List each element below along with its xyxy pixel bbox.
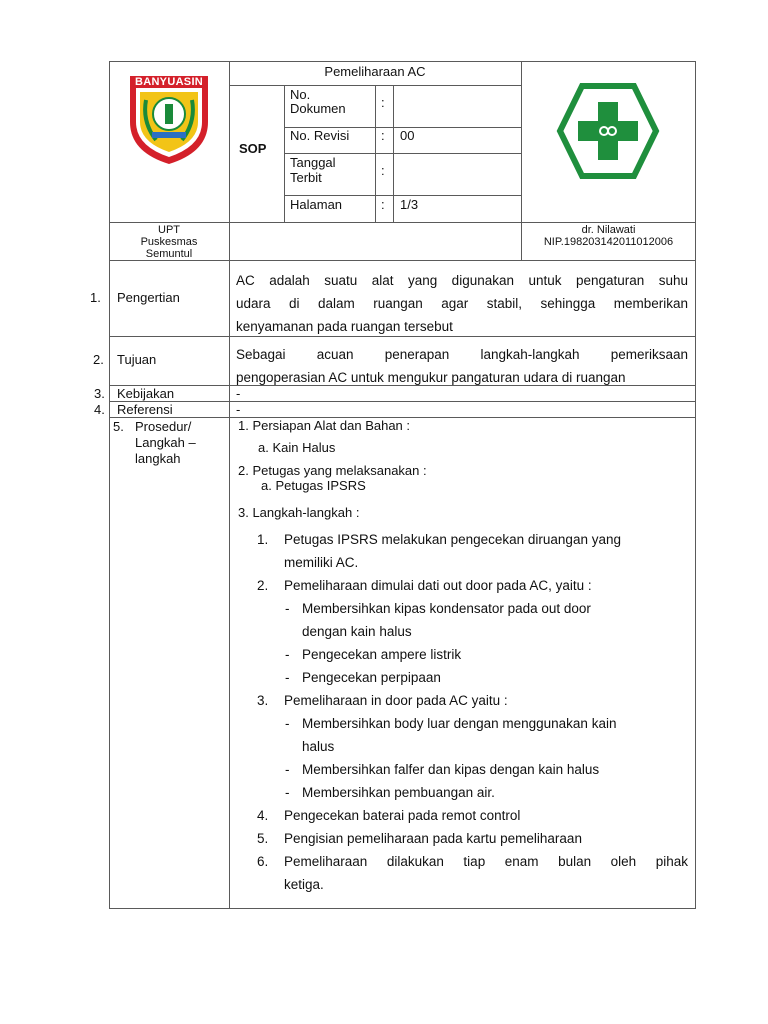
section-label-kebijakan: Kebijakan (117, 386, 175, 401)
step-text: memiliki AC. (284, 555, 359, 570)
pengertian-line-2: udara di dalam ruangan agar stabil, sehingga memberikan (236, 296, 688, 311)
step-text: Membersihkan kipas kondensator pada out door (302, 601, 591, 616)
step-bullet: - (285, 601, 290, 616)
field-no-revisi-colon: : (381, 128, 385, 143)
field-no-dokumen-label-2: Dokumen (290, 101, 346, 116)
frame-right (695, 61, 696, 909)
step-text: Pengisian pemeliharaan pada kartu pemeliharaan (284, 831, 582, 846)
section-label-referensi: Referensi (117, 402, 173, 417)
org-row-bottom (109, 260, 696, 261)
field-tanggal-label-2: Terbit (290, 170, 322, 185)
tujuan-line-2: pengoperasian AC untuk mengukur pangaturan udara di ruangan (236, 370, 626, 385)
label-column-divider (229, 61, 230, 909)
signatory-name: dr. Nilawati (581, 224, 636, 236)
field-tanggal-colon: : (381, 163, 385, 178)
row-divider-3 (284, 195, 521, 196)
kebijakan-bottom (109, 401, 696, 402)
step-bullet: - (285, 716, 290, 731)
step-number: 5. (257, 831, 269, 846)
step-text: Pemeliharaan dilakukan tiap enam bulan oleh pihak (284, 854, 688, 869)
step-text: Membersihkan falfer dan kipas dengan kain halus (302, 762, 600, 777)
petugas-item: a. Petugas IPSRS (261, 478, 366, 493)
persiapan-heading: 1. Persiapan Alat dan Bahan : (238, 418, 411, 433)
section-number: 3. (94, 386, 105, 401)
header-bottom-divider (109, 222, 696, 223)
banyuasin-logo (122, 70, 216, 166)
step-number: 3. (257, 693, 269, 708)
org-line-3: Semuntul (145, 248, 193, 260)
pengertian-line-1: AC adalah suatu alat yang digunakan untuk pengaturan suhu (236, 273, 688, 288)
section-label-pengertian: Pengertian (117, 290, 180, 305)
signatory-nip: NIP.198203142011012006 (543, 236, 674, 248)
pengertian-line-3: kenyamanan pada ruangan tersebut (236, 319, 453, 334)
prosedur-label-3: langkah (135, 451, 181, 466)
row-divider-2 (284, 153, 521, 154)
field-no-revisi-label: No. Revisi (290, 128, 350, 143)
step-number: 6. (257, 854, 269, 869)
frame-left (109, 61, 110, 909)
puskesmas-cross-logo (556, 82, 660, 180)
logo-text: BANYUASIN (134, 76, 204, 88)
step-text: ketiga. (284, 877, 324, 892)
step-text: dengan kain halus (302, 624, 412, 639)
step-number: 2. (257, 578, 269, 593)
step-text: Pemeliharaan dimulai dati out door pada AC, yaitu : (284, 578, 592, 593)
field-no-dokumen-label-1: No. (290, 87, 311, 102)
step-number: 1. (257, 532, 269, 547)
referensi-value: - (236, 402, 241, 417)
persiapan-item: a. Kain Halus (258, 440, 336, 455)
prosedur-label-1: Prosedur/ (135, 419, 192, 434)
field-halaman-colon: : (381, 197, 385, 212)
sop-label: SOP (239, 141, 267, 156)
field-tanggal-label-1: Tanggal (290, 155, 336, 170)
petugas-heading: 2. Petugas yang melaksanakan : (238, 463, 427, 478)
section-label-tujuan: Tujuan (117, 352, 157, 367)
prosedur-label-2: Langkah – (135, 435, 196, 450)
tujuan-line-1: Sebagai acuan penerapan langkah-langkah pemeriksaan (236, 347, 688, 362)
step-bullet: - (285, 785, 290, 800)
step-text: Petugas IPSRS melakukan pengecekan diruangan yang (284, 532, 621, 547)
step-text: Membersihkan body luar dengan menggunakan kain (302, 716, 617, 731)
step-text: Membersihkan pembuangan air. (302, 785, 495, 800)
frame-top (109, 61, 696, 62)
frame-bottom (109, 908, 696, 909)
section-number: 1. (90, 290, 101, 305)
field-no-dokumen-colon: : (381, 95, 385, 110)
step-text: Pengecekan baterai pada remot control (284, 808, 521, 823)
org-line-1: UPT (158, 224, 180, 236)
section-number: 4. (94, 402, 105, 417)
section-number: 5. (113, 419, 124, 434)
step-text: halus (302, 739, 335, 754)
kebijakan-value: - (236, 386, 241, 401)
step-bullet: - (285, 647, 290, 662)
org-line-2: Puskesmas (140, 236, 198, 248)
field-no-revisi-value: 00 (400, 128, 415, 143)
field-halaman-value: 1/3 (400, 197, 419, 212)
step-text: Pemeliharaan in door pada AC yaitu : (284, 693, 508, 708)
step-number: 4. (257, 808, 269, 823)
step-bullet: - (285, 670, 290, 685)
step-text: Pengecekan perpipaan (302, 670, 441, 685)
field-halaman-label: Halaman (290, 197, 343, 212)
step-text: Pengecekan ampere listrik (302, 647, 462, 662)
langkah-heading: 3. Langkah-langkah : (238, 505, 360, 520)
section-number: 2. (93, 352, 104, 367)
document-title: Pemeliharaan AC (324, 64, 426, 79)
step-bullet: - (285, 762, 290, 777)
